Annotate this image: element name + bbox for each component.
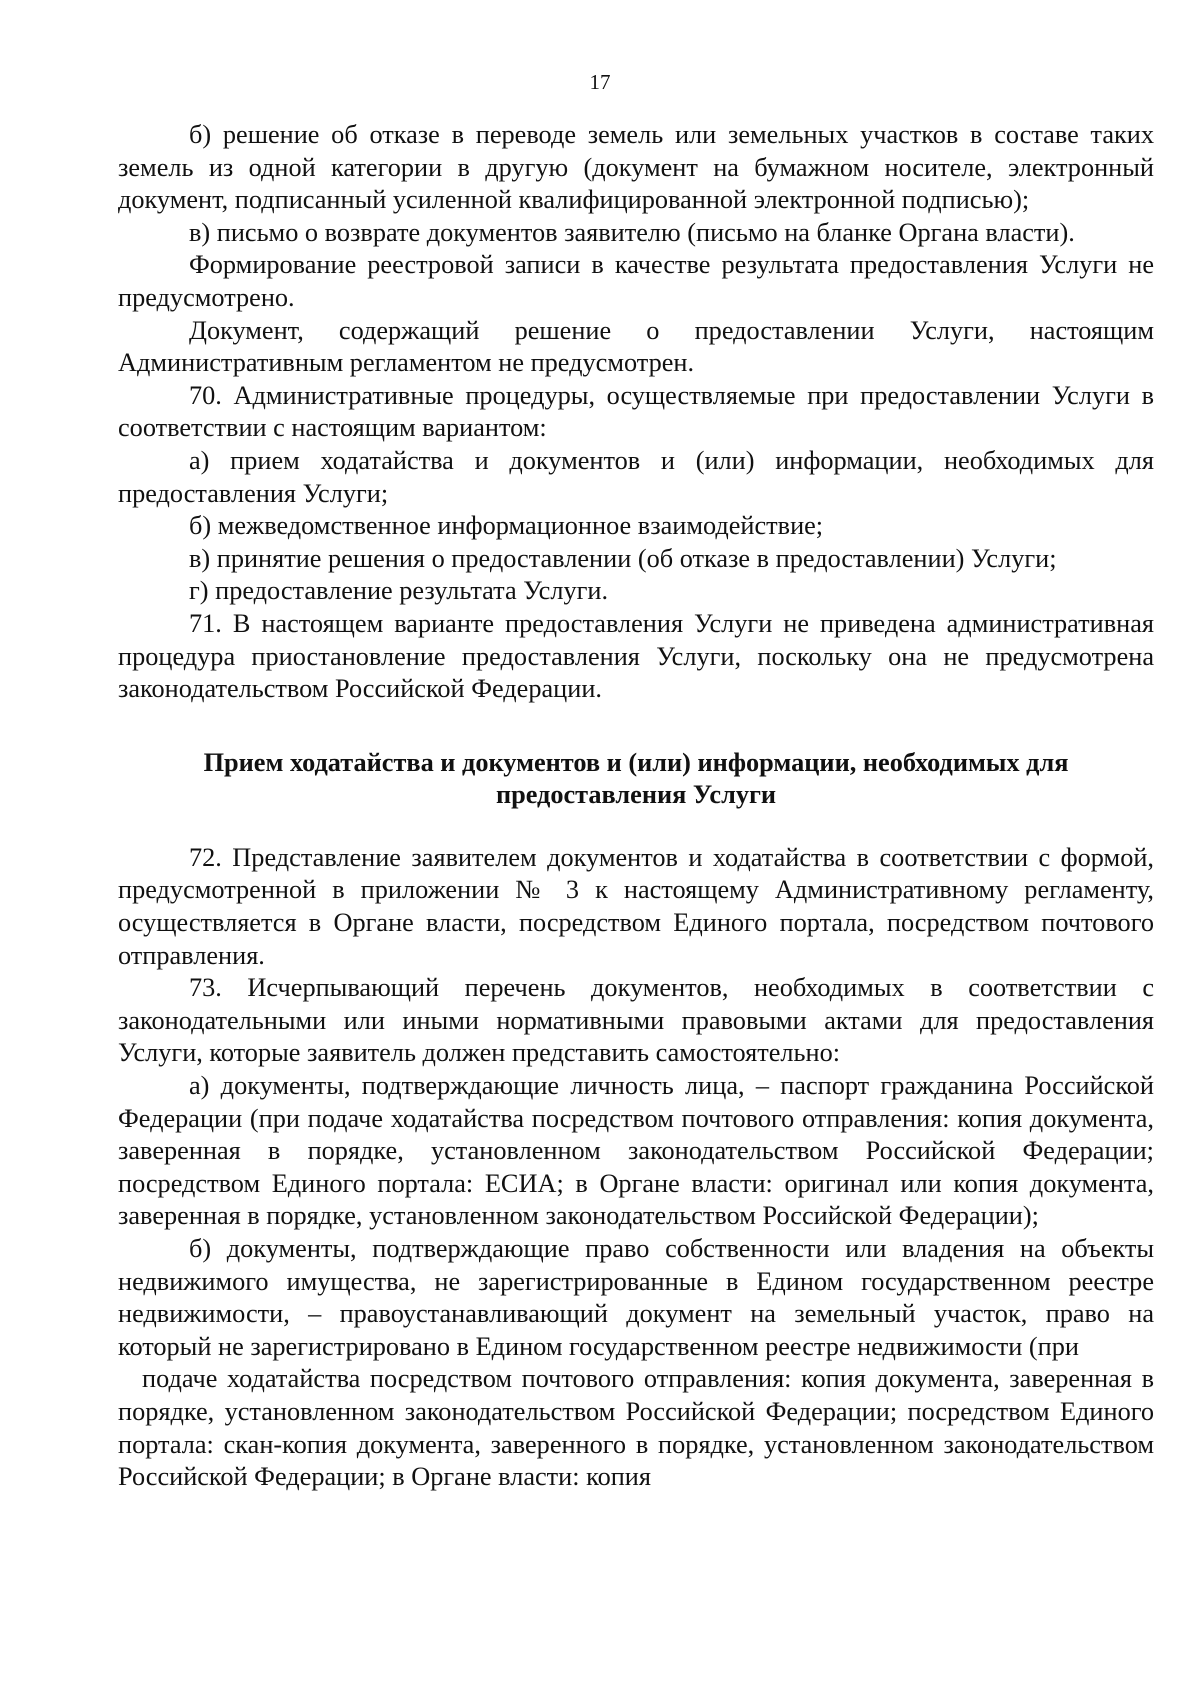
paragraph-result-return-letter: в) письмо о возврате документов заявителю (письмо на бланке Органа власти).	[189, 217, 1075, 247]
continued-text: подаче ходатайства посредством почтового отправления: копия документа, заверенная в порядке, установленном законодательством Российской Федерации; посредством Единого портала: скан-копия документа, заверенного в порядке, установленном законодательством Российской Федерации; в Органе власти: копия	[118, 1364, 1154, 1492]
paragraph-result-refusal: б) решение об отказе в переводе земель или земельных участков в составе таких земель из одной категории в другую (документ на бумажном носителе, электронный документ, подписанный усиленной квалифицированной электронной подписью);	[118, 120, 1154, 215]
list-item-procedure-a: а) прием ходатайства и документов и (или) информации, необходимых для предоставления Услуги;	[118, 445, 1154, 508]
paragraph-72: 72. Представление заявителем документов и ходатайства в соответствии с формой, предусмотренной в приложении № 3 к настоящему Административному регламенту, осуществляется в Органе власти, посредством Единого портала, посредством почтового отправления.	[118, 842, 1154, 970]
section-spacer	[118, 706, 1154, 747]
list-item-procedure-b: б) межведомственное информационное взаимодействие;	[189, 511, 824, 541]
section-heading: Прием ходатайства и документов и (или) информации, необходимых для предоставления Услуги	[203, 747, 1069, 810]
section-spacer	[118, 812, 1154, 842]
paragraph-71: 71. В настоящем варианте предоставления Услуги не приведена административная процедура приостановление предоставления Услуги, поскольку она не предусмотрена законодательством Российской Федерации.	[118, 608, 1154, 704]
page-number: 17	[589, 70, 611, 94]
paragraph-registry-record: Формирование реестровой записи в качестве результата предоставления Услуги не предусмотрено.	[118, 250, 1154, 312]
paragraph-73: 73. Исчерпывающий перечень документов, необходимых в соответствии с законодательными или иными нормативными правовыми актами для предоставления Услуги, которые заявитель должен представить самостоятельно:	[118, 973, 1154, 1068]
paragraph-70: 70. Административные процедуры, осуществляемые при предоставлении Услуги в соответствии с настоящим вариантом:	[118, 380, 1154, 443]
list-item-document-a: а) документы, подтверждающие личность лица, – паспорт гражданина Российской Федерации (при подаче ходатайства посредством почтового отправления: копия документа, заверенная в порядке, установленном законодательством Российской Федерации; посредством Единого портала: ЕСИА; в Органе власти: оригинал или копия документа, заверенная в порядке, установленном законодательством Российской Федерации);	[118, 1071, 1154, 1231]
list-item-procedure-g: г) предоставление результата Услуги.	[189, 576, 609, 606]
paragraph-decision-document: Документ, содержащий решение о предоставлении Услуги, настоящим Административным регламентом не предусмотрен.	[118, 315, 1154, 378]
page-content	[118, 119, 1154, 1494]
list-item-document-b-continued	[118, 1363, 1154, 1493]
list-item-procedure-v: в) принятие решения о предоставлении (об отказе в предоставлении) Услуги;	[189, 543, 1057, 573]
list-item-document-b: б) документы, подтверждающие право собственности или владения на объекты недвижимого имущества, не зарегистрированные в Едином государственном реестре недвижимости, – правоустанавливающий документ на земельный участок, право на который не зарегистрировано в Едином государственном реестре недвижимости (при	[118, 1234, 1154, 1361]
